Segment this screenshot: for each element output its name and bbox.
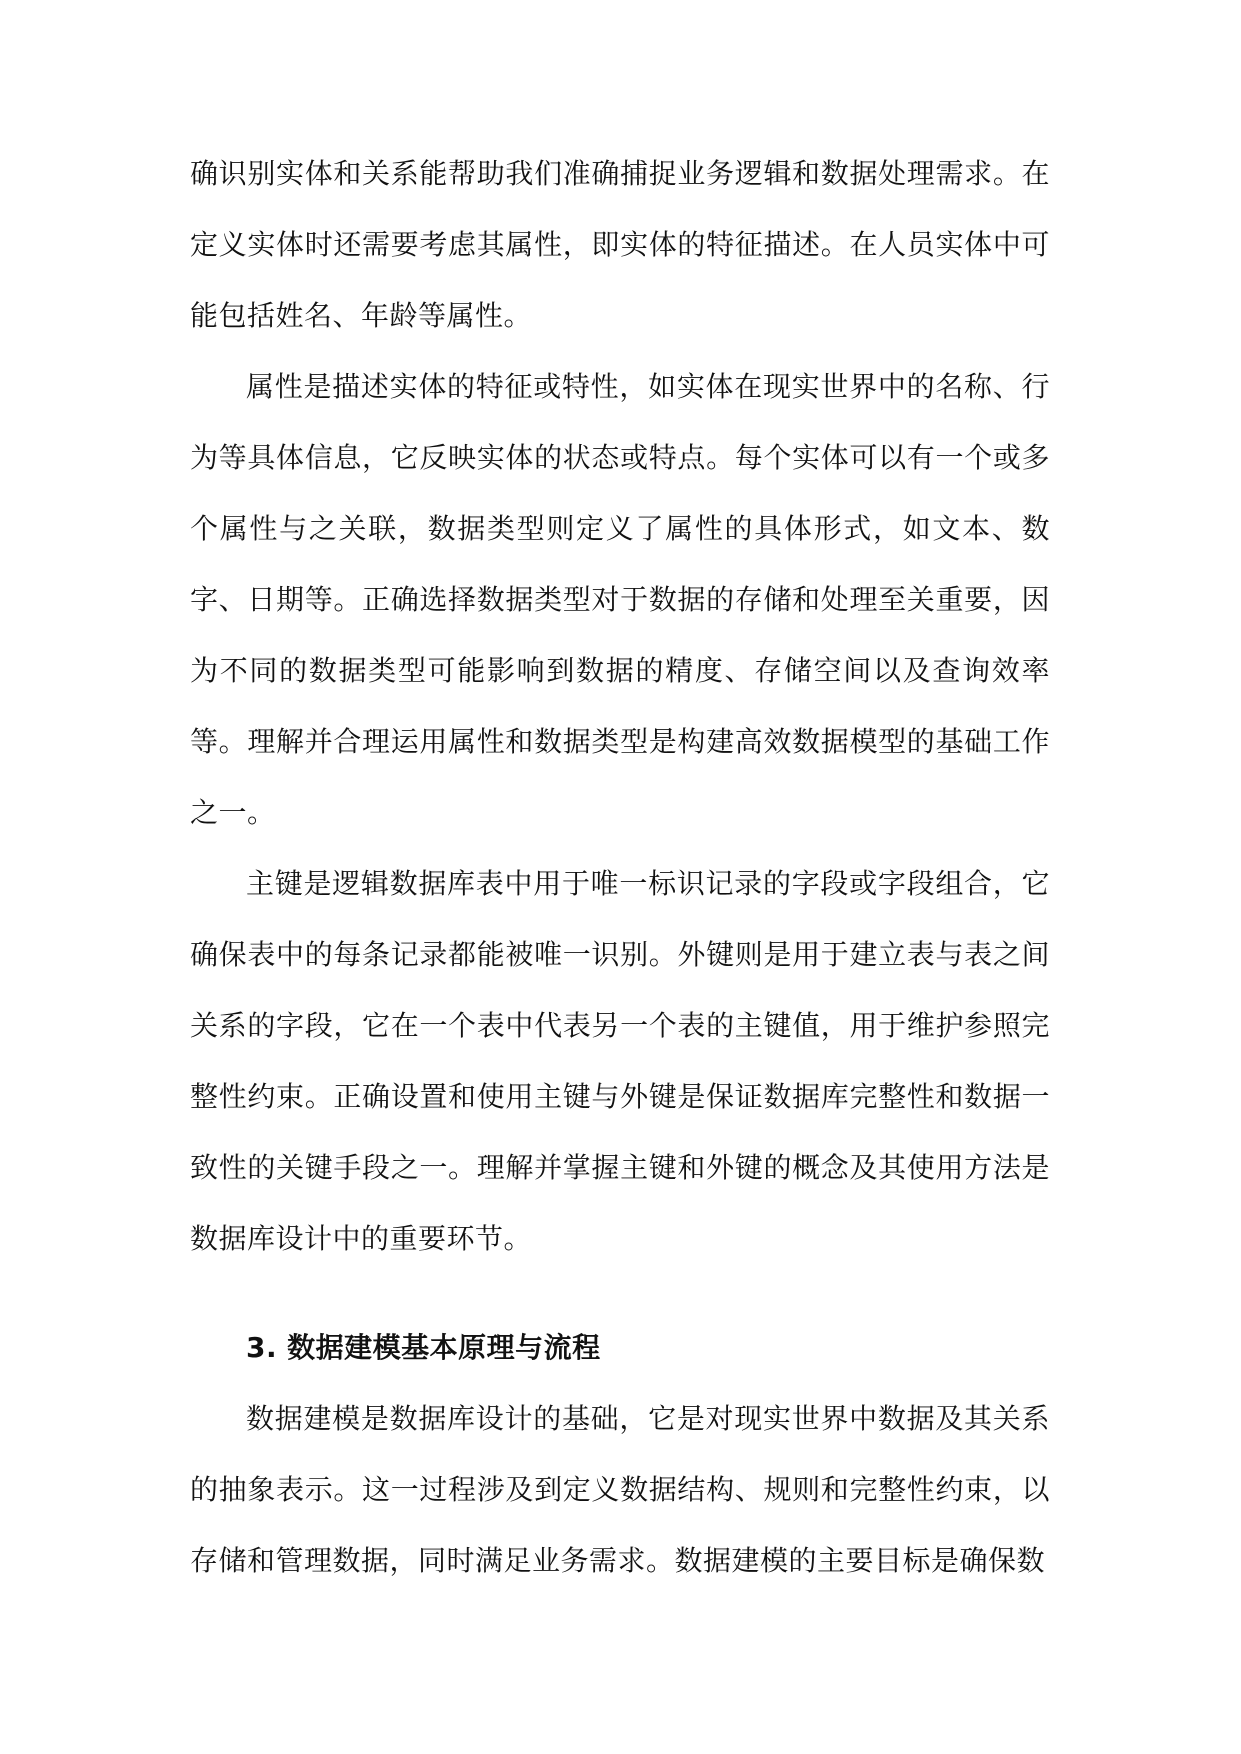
paragraph-primary-foreign-keys: 主键是逻辑数据库表中用于唯一标识记录的字段或字段组合，它确保表中的每条记录都能被唯一识别。外键则是用于建立表与表之间关系的字段，它在一个表中代表另一个表的主键值，用于维护参照完整性约束。正确设置和使用主键与外键是保证数据库完整性和数据一致性的关键手段之一。理解并掌握主键和外键的概念及其使用方法是数据库设计中的重要环节。 bbox=[190, 867, 1050, 1255]
paragraph-attributes-data-types: 属性是描述实体的特征或特性，如实体在现实世界中的名称、行为等具体信息，它反映实体的状态或特点。每个实体可以有一个或多个属性与之关联，数据类型则定义了属性的具体形式，如文本、数字、日期等。正确选择数据类型对于数据的存储和处理至关重要，因为不同的数据类型可能影响到数据的精度、存储空间以及查询效率等。理解并合理运用属性和数据类型是构建高效数据模型的基础工作之一。 bbox=[190, 370, 1050, 829]
paragraph-data-modeling: 数据建模是数据库设计的基础，它是对现实世界中数据及其关系的抽象表示。这一过程涉及到定义数据结构、规则和完整性约束，以存储和管理数据，同时满足业务需求。数据建模的主要目标是确保数 bbox=[190, 1402, 1050, 1577]
section-title: 数据建模基本原理与流程 bbox=[287, 1331, 601, 1364]
section-number: 3. bbox=[246, 1331, 278, 1364]
paragraph-entity-attributes: 确识别实体和关系能帮助我们准确捕捉业务逻辑和数据处理需求。在定义实体时还需要考虑其属性，即实体的特征描述。在人员实体中可能包括姓名、年龄等属性。 bbox=[190, 157, 1050, 332]
page-content bbox=[190, 138, 1050, 1596]
section-heading bbox=[246, 1312, 1050, 1383]
